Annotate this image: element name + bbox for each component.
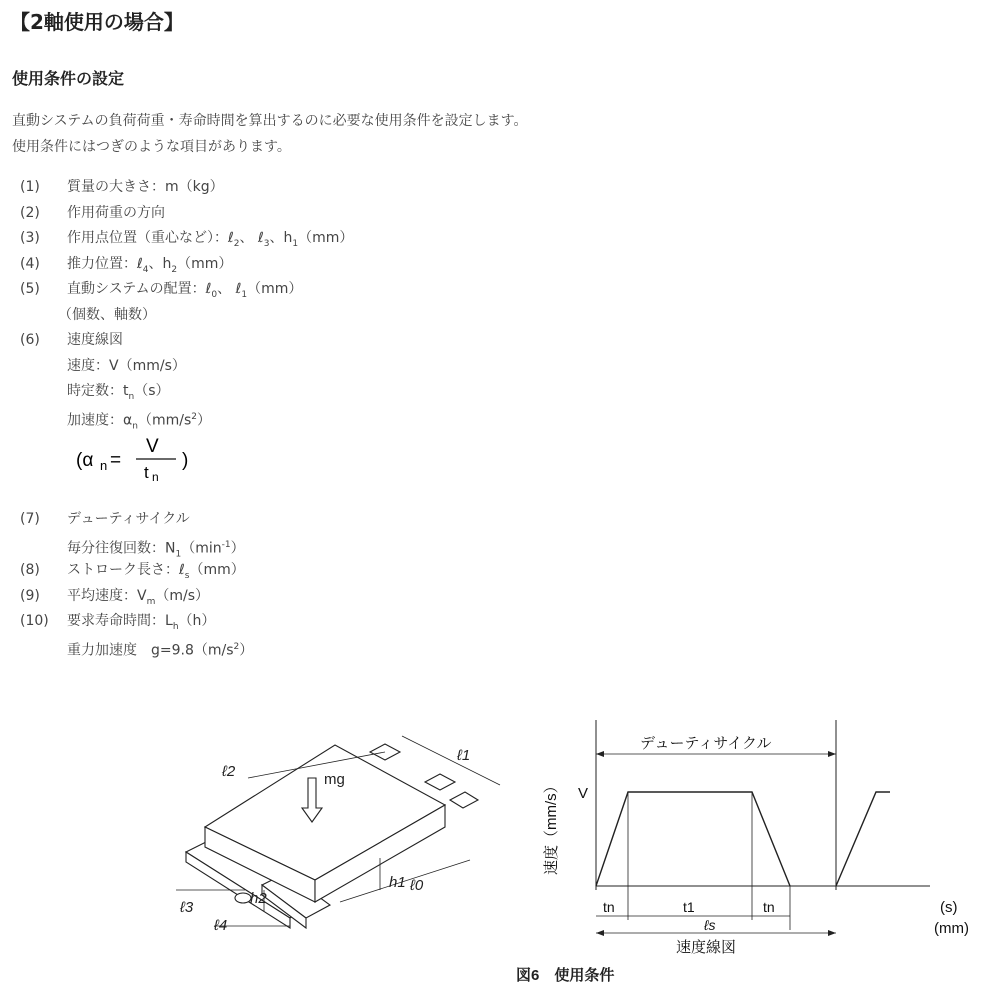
item-number: (1): [20, 179, 40, 195]
svg-text:n: n: [152, 470, 159, 484]
item-number: (3): [20, 230, 40, 246]
item-number: (5): [20, 281, 40, 297]
item-number: (10): [20, 613, 49, 629]
item-text: 推力位置：ℓ$_4$、$h_2(mm)$: [67, 255, 233, 275]
item-text: 平均速度：$V_m(m/s)$: [67, 587, 210, 607]
speed-diagram: [542, 720, 969, 956]
item-number: (4): [20, 255, 40, 272]
tn-label-left: tn: [603, 899, 615, 915]
item-text: 重力加速度 $g=9.8(m/s^2)$: [67, 641, 254, 659]
item-number: (8): [20, 562, 40, 578]
intro-line-2: 使用条件にはつぎのような項目があります。: [12, 139, 291, 155]
item-number: (9): [20, 587, 40, 604]
trapezoid-profile: [596, 792, 790, 886]
item-number: (6): [20, 332, 40, 348]
item-text: 直動システムの配置：ℓ$_0$、 ℓ$_1$（mm）: [67, 281, 303, 300]
svg-text:n: n: [100, 458, 108, 473]
usage-conditions-figure: [0, 690, 1000, 1000]
svg-text:): ): [182, 450, 189, 471]
intro-line-1: 直動システムの負荷荷重・寿命時間を算出するのに必要な使用条件を設定します。: [12, 113, 528, 129]
y-axis-label: 速度（mm/s）: [543, 778, 560, 875]
item-text: 毎分往復回数：$N_1(\min^{-1})$: [67, 539, 245, 559]
h1-label: h1: [389, 874, 406, 891]
item-text: 質量の大きさ：m（kg）: [67, 179, 224, 195]
svg-text:t: t: [144, 463, 149, 482]
figure-caption: 図6 使用条件: [516, 967, 615, 984]
svg-text:=: =: [110, 450, 122, 471]
item-text: 時定数：$t_n(s)$: [67, 383, 170, 402]
item-number: (2): [20, 204, 40, 221]
item-text: 加速度：$\alpha_n(mm/s^2)$: [67, 411, 211, 431]
shaft-end: [235, 893, 251, 903]
mg-label: mg: [324, 771, 345, 788]
l3-label: ℓ3: [180, 899, 194, 916]
svg-text:(α: (α: [76, 450, 94, 471]
next-cycle-profile: [836, 792, 890, 886]
ls-label: ℓs: [704, 917, 716, 933]
shaft-end: [425, 774, 455, 790]
item-text: 要求寿命時間：$L_h(h)$: [67, 613, 216, 632]
velocity-v-label: V: [578, 785, 589, 802]
acceleration-formula: [76, 434, 216, 484]
section-title: 使用条件の設定: [12, 69, 125, 88]
l4-label: ℓ4: [214, 917, 228, 934]
l0-label: ℓ0: [410, 877, 424, 894]
page-heading: 【2軸使用の場合】: [10, 10, 184, 34]
l2-label: ℓ2: [222, 763, 236, 780]
t1-label: t1: [683, 899, 695, 915]
duty-cycle-label: デューティサイクル: [640, 735, 772, 752]
item-text: 速度：V（mm/s）: [67, 357, 186, 374]
seconds-unit: (s): [940, 899, 958, 916]
item-text: ストローク長さ：ℓ$_s$（mm）: [67, 562, 245, 581]
item-text: 速度線図: [67, 332, 123, 348]
intro-text: [12, 108, 527, 160]
item-text: デューティサイクル: [67, 511, 190, 527]
h2-label: h2: [250, 890, 267, 907]
speed-diagram-label: 速度線図: [676, 939, 737, 956]
item-text: （個数、軸数）: [58, 306, 156, 323]
item-text: 作用点位置（重心など）：ℓ$_2$、 ℓ$_3$、$h_1(mm)$: [67, 230, 354, 249]
svg-text:V: V: [146, 436, 159, 457]
shaft-end: [450, 792, 478, 808]
item-text: 作用荷重の方向: [67, 204, 165, 221]
tn-label-right: tn: [763, 899, 775, 915]
mm-unit: (mm): [934, 920, 969, 937]
l1-label: ℓ1: [457, 747, 471, 764]
item-number: (7): [20, 511, 40, 527]
